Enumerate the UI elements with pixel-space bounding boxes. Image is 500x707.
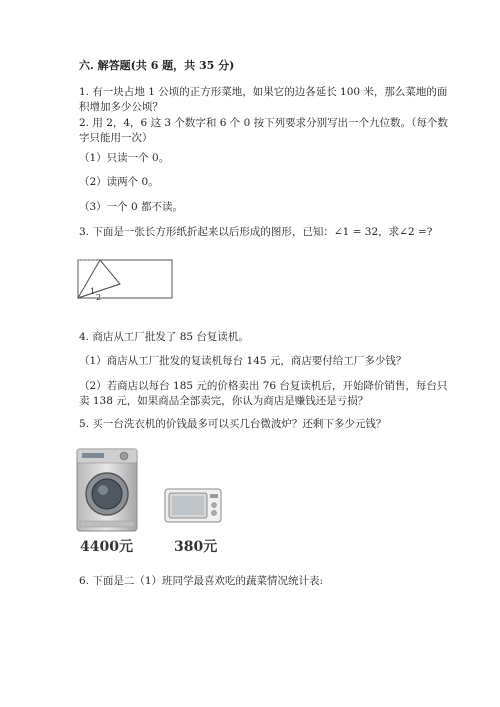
q3-text: 3. 下面是一张长方形纸折起来以后形成的图形，已知：∠1 = 32，求∠2 =? [79,226,433,238]
angle-1-label: 1 [90,287,96,296]
q2-sub1: （1）只读一个 0。 [79,152,170,164]
q4-sub2-line2: 卖 138 元，如果商品全部卖完，你认为商店是赚钱还是亏损？ [79,395,369,407]
q2-sub2: （2）读两个 0。 [79,176,159,188]
folded-paper-figure [76,254,176,304]
angle-2-label: 2 [96,293,102,302]
q1-line2: 积增加多少公顷？ [79,101,163,113]
q1-line1: 1. 有一块占地 1 公顷的正方形菜地，如果它的边各延长 100 米，那么菜地的面 [79,86,448,98]
q2-sub3: （3）一个 0 都不读。 [79,201,184,213]
q6-text: 6. 下面是二（1）班同学最喜欢吃的蔬菜情况统计表: [79,575,324,587]
q5-text: 5. 买一台洗衣机的价钱最多可以买几台微波炉？还剩下多少元钱？ [79,418,387,430]
washing-machine-image [76,447,138,533]
microwave-price: 380元 [174,539,218,555]
washer-price: 4400元 [80,539,133,555]
section-title: 六. 解答题(共 6 题，共 35 分) [79,59,235,72]
q4-text: 4. 商店从工厂批发了 85 台复读机。 [79,331,249,343]
q4-sub2-line1: （2）若商店以每台 185 元的价格卖出 76 台复读机后，开始降价销售，每台只 [79,380,448,392]
microwave-image [164,488,222,524]
q2-line2: 字只能用一次） [79,132,153,144]
q2-line1: 2. 用 2，4，6 这 3 个数字和 6 个 0 按下列要求分别写出一个九位数。（每个数 [79,117,448,129]
q4-sub1: （1）商店从工厂批发的复读机每台 145 元，商店要付给工厂多少钱？ [79,355,407,367]
